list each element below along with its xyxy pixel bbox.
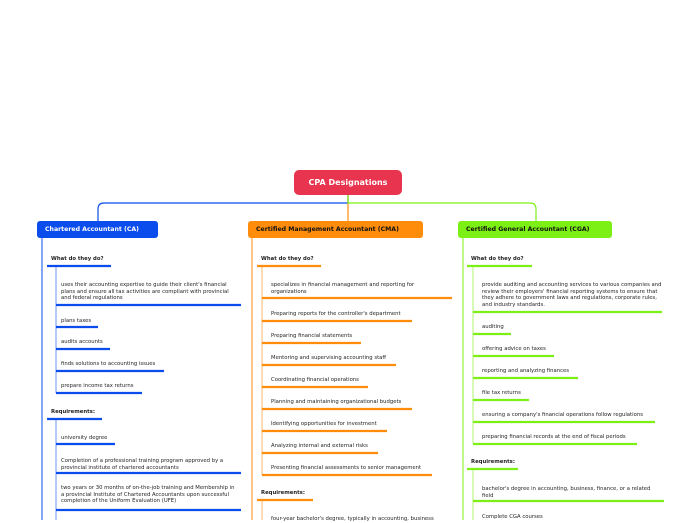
cma-item[interactable]: Presenting financial assessments to senior management: [271, 465, 422, 471]
cga-item[interactable]: offering advice on taxes: [482, 346, 546, 352]
cma-item[interactable]: Preparing reports for the controller's department: [271, 311, 401, 317]
ca-item[interactable]: uses their accounting expertise to guide their client's financial plans and ensure all tax activities are compliant with provincial and federal regulations: [61, 282, 229, 301]
ca-item[interactable]: prepare income tax returns: [61, 383, 134, 389]
branch-title: Certified General Accountant (CGA): [466, 226, 590, 233]
root-node[interactable]: [294, 170, 402, 195]
branch-title: Chartered Accountant (CA): [45, 226, 139, 233]
cma-item[interactable]: Planning and maintaining organizational budgets: [271, 399, 402, 405]
cma-section-heading[interactable]: What do they do?: [261, 256, 314, 262]
cga-section-heading[interactable]: What do they do?: [471, 256, 524, 262]
root-connector: [98, 195, 348, 221]
ca-section-heading[interactable]: What do they do?: [51, 256, 104, 262]
ca-section-heading[interactable]: Requirements:: [51, 409, 95, 415]
ca-item[interactable]: plans taxes: [61, 318, 92, 324]
cga-item[interactable]: provide auditing and accounting services to various companies and review their employers' financial reporting systems to ensure that they adhere to government laws and regulations, corporate rules, and industry standards.: [482, 282, 662, 308]
ca-item[interactable]: Completion of a professional training program approved by a provincial institute of chartered accountants: [61, 458, 224, 471]
cma-item[interactable]: Preparing financial statements: [271, 333, 353, 339]
branch-certified-management-accountant[interactable]: [248, 221, 423, 238]
branch-chartered-accountant[interactable]: [37, 221, 158, 238]
cma-item[interactable]: specializes in financial management and reporting for organizations: [271, 282, 415, 295]
ca-item[interactable]: audits accounts: [61, 339, 103, 345]
cma-section-heading[interactable]: Requirements:: [261, 490, 305, 496]
cga-item[interactable]: bachelor's degree in accounting, business, finance, or a related field: [482, 486, 651, 499]
cma-item[interactable]: Identifying opportunities for investment: [271, 421, 377, 427]
root-title: CPA Designations: [308, 178, 388, 187]
cma-item[interactable]: Mentoring and supervising accounting staff: [271, 355, 387, 361]
cga-item[interactable]: file tax returns: [482, 390, 521, 396]
cga-item[interactable]: reporting and analyzing finances: [482, 368, 570, 374]
cga-item[interactable]: auditing: [482, 324, 504, 330]
cma-item[interactable]: Analyzing internal and external risks: [271, 443, 368, 449]
cga-item[interactable]: preparing financial records at the end of fiscal periods: [482, 434, 626, 440]
root-connector: [348, 195, 536, 221]
branch-certified-general-accountant[interactable]: [458, 221, 612, 238]
cga-item[interactable]: Complete CGA courses: [482, 514, 543, 520]
branch-title: Certified Management Accountant (CMA): [256, 226, 399, 233]
ca-item[interactable]: finds solutions to accounting issues: [61, 361, 156, 367]
ca-item[interactable]: two years or 30 months of on-the-job training and Membership in a provincial Institute of Chartered Accountants upon successful completion of the Uniform Evaluation (UFE): [61, 485, 235, 504]
cga-item[interactable]: ensuring a company's financial operations follow regulations: [482, 412, 643, 418]
cma-item[interactable]: Coordinating financial operations: [271, 377, 359, 383]
ca-item[interactable]: university degree: [61, 435, 108, 441]
cga-section-heading[interactable]: Requirements:: [471, 459, 515, 465]
cma-item[interactable]: four-year bachelor's degree, typically in accounting, business: [271, 516, 434, 522]
